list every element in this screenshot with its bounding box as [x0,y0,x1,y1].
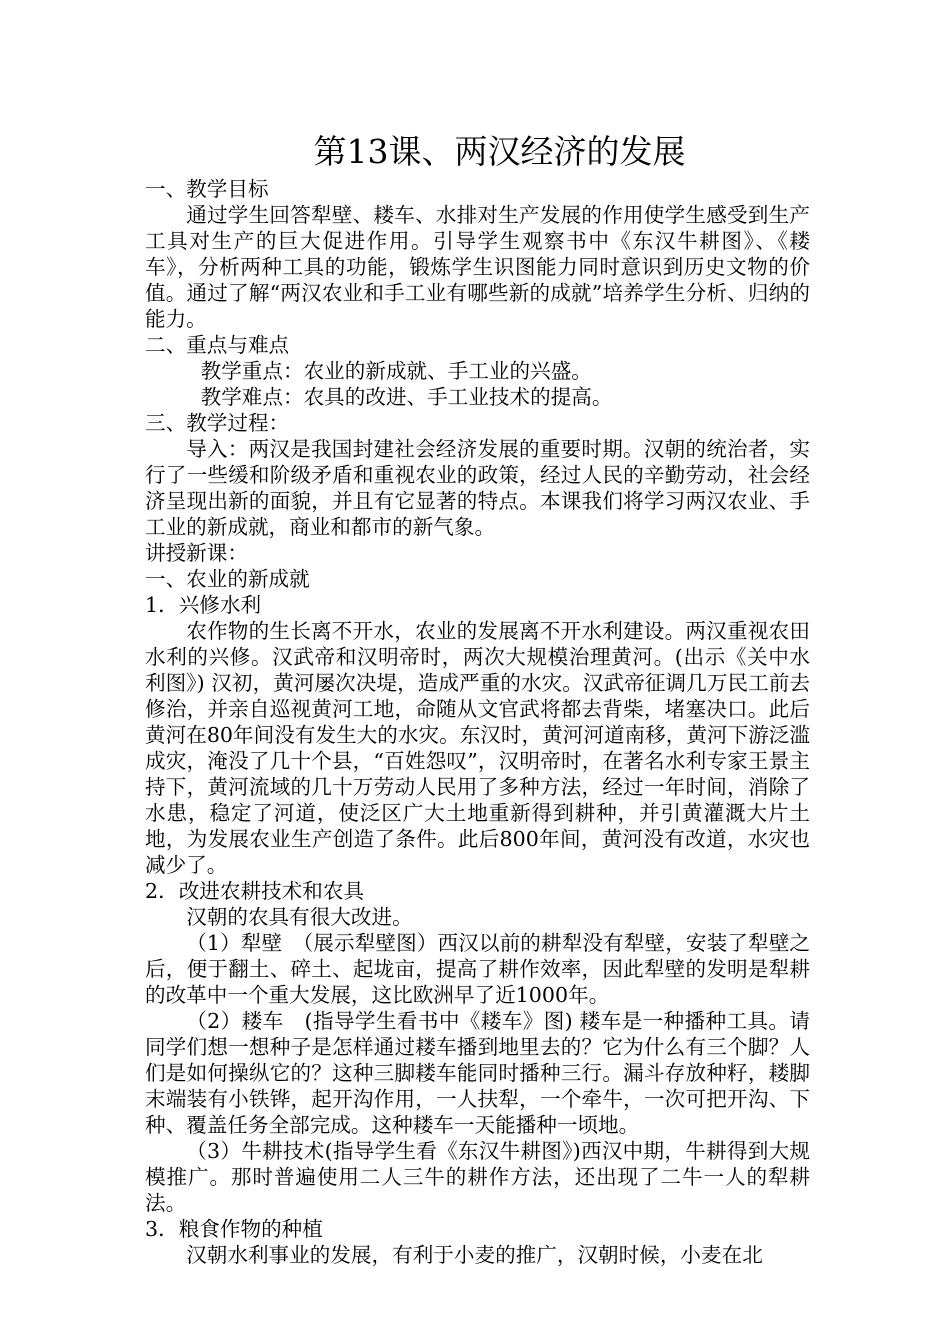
page-title: 第13课、两汉经济的发展 [313,132,686,171]
intro-paragraph: 导入：两汉是我国封建社会经济发展的重要时期。汉朝的统治者，实行了一些缓和阶级矛盾和重视农业的政策，经过人民的辛勤劳动，社会经济呈现出新的面貌，并且有它显著的特点。本课我们将学习两汉农业、手工业的新成就，商业和都市的新气象。 [145,437,810,539]
seed-drill-paragraph: （2）耧车 (指导学生看书中《耧车》图) 耧车是一种播种工具。请同学们想一想种子是怎样通过耧车播到地里去的？它为什么有三个脚？人们是如何操纵它的？这种三脚耧车能同时播种三行。漏斗存放种籽，耧脚末端装有小铁铧，起开沟作用，一人扶犁，一个牵牛，一次可把开沟、下种、覆盖任务全部完成。这种耧车一天能播种一顷地。 [145,1009,810,1137]
item-heading-grain-crops: 3．粮食作物的种植 [145,1217,323,1241]
objectives-paragraph: 通过学生回答犁壁、耧车、水排对生产发展的作用使学生感受到生产工具对生产的巨大促进作用。引导学生观察书中《东汉牛耕图》、《耧车》，分析两种工具的功能，锻炼学生识图能力同时意识到历史文物的价值。通过了解“两汉农业和手工业有哪些新的成就”培养学生分析、归纳的能力。 [145,203,810,331]
ox-plowing-paragraph: （3）牛耕技术(指导学生看《东汉牛耕图》)西汉中期，牛耕得到大规模推广。那时普遍使用二人三牛的耕作方法，还出现了二牛一人的犁耕法。 [145,1139,810,1215]
part-heading-agriculture: 一、农业的新成就 [145,567,310,591]
irrigation-paragraph: 农作物的生长离不开水，农业的发展离不开水利建设。两汉重视农田水利的兴修。汉武帝和汉明帝时，两次大规模治理黄河。(出示《关中水利图》) 汉初，黄河屡次决堤，造成严重的水灾。汉武帝征调几万民工前去修治，并亲自巡视黄河工地，命随从文官武将都去背柴，堵塞决口。此后黄河在80年间没有发生大的水灾。东汉时，黄河河道南移，黄河下游泛滥成灾，淹没了几十个县，“百姓怨叹”，汉明帝时，在著名水利专家王景主持下，黄河流域的几十万劳动人民用了多种方法，经过一年时间，消除了水患，稳定了河道，使泛区广大土地重新得到耕种，并引黄灌溉大片土地，为发展农业生产创造了条件。此后800年间，黄河没有改道，水灾也减少了。 [145,619,810,877]
grain-crops-paragraph: 汉朝水利事业的发展，有利于小麦的推广，汉朝时候，小麦在北 [186,1243,763,1267]
section-heading-key-points: 二、重点与难点 [145,333,290,357]
key-point-line: 教学重点：农业的新成就、手工业的兴盛。 [200,359,592,383]
item-heading-farm-tools: 2．改进农耕技术和农具 [145,879,365,903]
item-heading-irrigation: 1．兴修水利 [145,593,262,617]
plow-wall-paragraph: （1）犁壁 （展示犁壁图）西汉以前的耕犁没有犁壁，安装了犁壁之后，便于翻土、碎土、起垅亩，提高了耕作效率，因此犁壁的发明是犁耕的改革中一个重大发展，这比欧洲早了近1000年。 [145,931,810,1007]
document-body [145,176,810,1268]
difficult-point-line: 教学难点：农具的改进、手工业技术的提高。 [200,385,613,409]
farm-tools-intro: 汉朝的农具有很大改进。 [186,905,413,929]
section-heading-process: 三、教学过程： [145,411,290,435]
lecture-heading: 讲授新课： [145,541,248,565]
section-heading-objectives: 一、教学目标 [145,177,269,201]
